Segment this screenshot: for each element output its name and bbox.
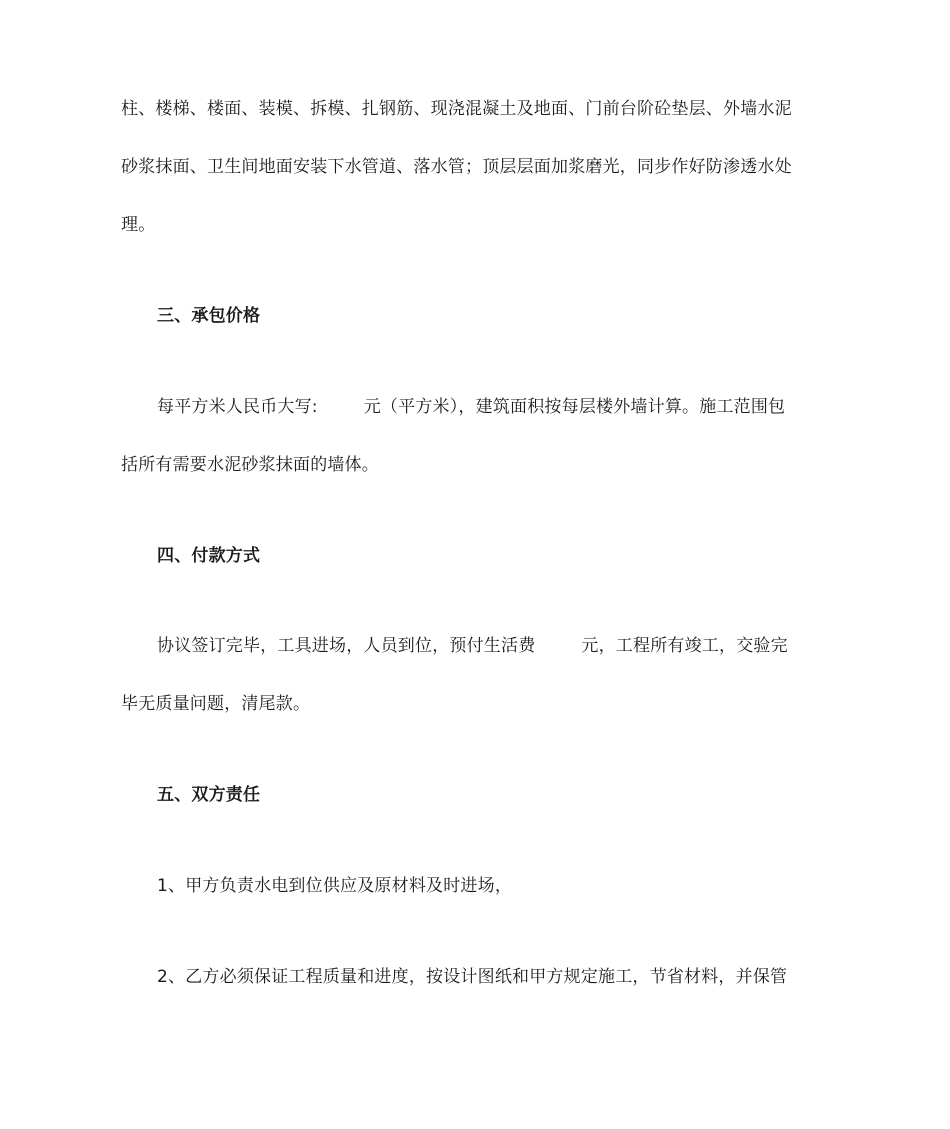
section-heading-payment-method: 四、付款方式 xyxy=(157,546,261,566)
paragraph-price-line-1 xyxy=(157,395,841,419)
section-heading-contract-price: 三、承包价格 xyxy=(157,306,261,326)
paragraph-payment-line-2: 毕无质量问题，清尾款。 xyxy=(121,694,311,714)
paragraph-price-line-2: 括所有需要水泥砂浆抹面的墙体。 xyxy=(121,455,379,475)
price-label: 每平方米人民币大写: xyxy=(157,397,318,417)
section-heading-responsibilities: 五、双方责任 xyxy=(157,785,261,805)
price-rule-text: 元（平方米），建筑面积按每层楼外墙计算。施工范围包 xyxy=(363,397,786,417)
paragraph-scope-line-1: 柱、楼梯、楼面、装模、拆模、扎钢筋、现浇混凝土及地面、门前台阶砼垫层、外墙水泥 xyxy=(121,99,792,119)
list-item-responsibility-2: 2、乙方必须保证工程质量和进度，按设计图纸和甲方规定施工，节省材料，并保管 xyxy=(157,967,788,987)
paragraph-scope-line-3: 理。 xyxy=(121,215,156,235)
paragraph-scope-line-2: 砂浆抹面、卫生间地面安装下水管道、落水管；顶层层面加浆磨光，同步作好防渗透水处 xyxy=(121,157,792,177)
list-item-responsibility-1: 1、甲方负责水电到位供应及原材料及时进场， xyxy=(157,876,513,896)
payment-advance-text: 协议签订完毕，工具进场，人员到位，预付生活费 xyxy=(157,636,536,656)
paragraph-payment-line-1 xyxy=(157,634,841,658)
payment-completion-text: 元，工程所有竣工，交验完 xyxy=(581,636,788,656)
